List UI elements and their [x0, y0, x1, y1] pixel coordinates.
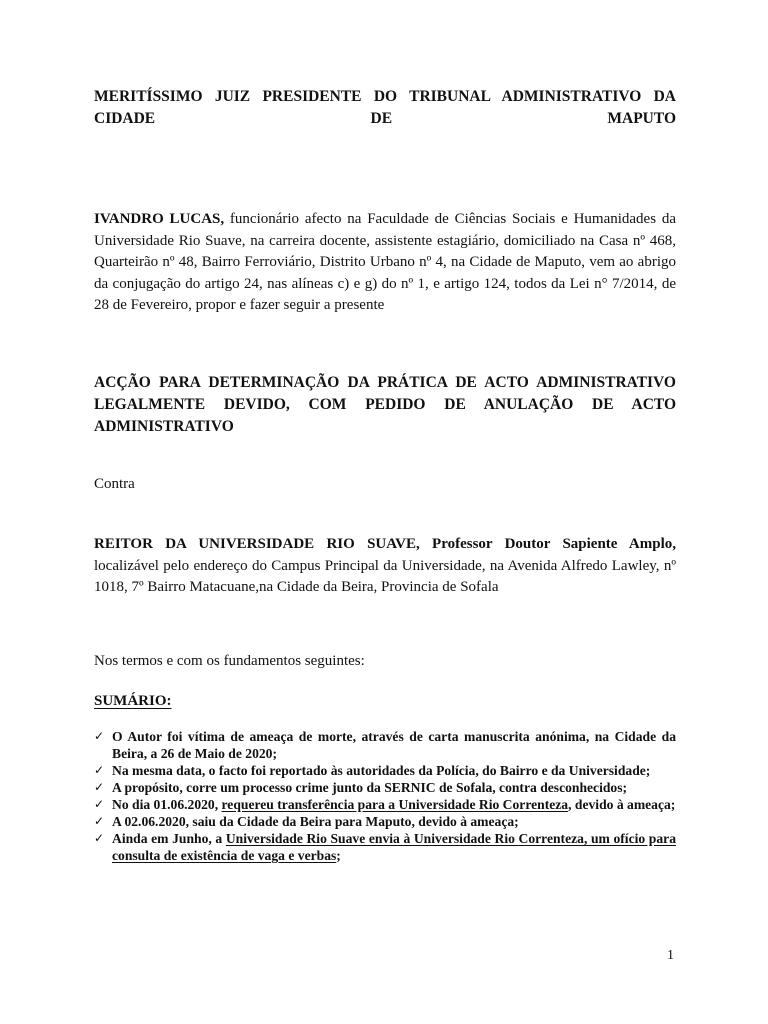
summary-item-post: ; — [336, 848, 341, 863]
plaintiff-description: funcionário afecto na Faculdade de Ciências Sociais e Humanidades da Universidade Rio Suave, na carreira docente, assistente estagiário, domiciliado na Casa nº 468, Quarteirão nº 48, Bairro Ferroviário, Distrito Urbano nº 4, na Cidade de Maputo, vem ao abrigo da conjugação do artigo 24, nas alíneas c) e g) do nº 1, e artigo 124, todos da Lei n° 7/2014, de 28 de Fevereiro, propor e fazer seguir a presente — [94, 211, 676, 314]
action-title-text: ACÇÃO PARA DETERMINAÇÃO DA PRÁTICA DE ACTO ADMINISTRATIVO LEGALMENTE DEVIDO, COM PEDIDO DE ANULAÇÃO DE ACTO ADMINISTRATIVO — [94, 374, 676, 435]
grounds-intro-text: Nos termos e com os fundamentos seguintes: — [94, 653, 365, 669]
plaintiff-paragraph — [94, 209, 676, 317]
check-icon: ✓ — [94, 797, 105, 811]
check-icon: ✓ — [94, 729, 105, 743]
summary-list — [94, 728, 676, 864]
check-icon: ✓ — [94, 763, 105, 777]
summary-heading — [94, 692, 676, 710]
action-title — [94, 372, 676, 438]
summary-item — [94, 796, 676, 813]
summary-item-post: , devido à ameaça; — [568, 797, 676, 812]
defendant-name: REITOR DA UNIVERSIDADE RIO SUAVE, Professor Doutor Sapiente Amplo, — [94, 536, 676, 552]
summary-item-text: A 02.06.2020, saiu da Cidade da Beira para Maputo, devido à ameaça; — [112, 814, 519, 829]
summary-title: SUMÁRIO: — [94, 693, 172, 709]
check-icon: ✓ — [94, 814, 105, 828]
summary-item-text: A propósito, corre um processo crime junto da SERNIC de Sofala, contra desconhecidos; — [112, 780, 628, 795]
plaintiff-name: IVANDRO LUCAS, — [94, 211, 225, 227]
court-address-heading — [94, 86, 676, 130]
summary-item — [94, 728, 676, 762]
grounds-intro — [94, 651, 676, 673]
contra-label — [94, 474, 676, 496]
contra-text: Contra — [94, 476, 135, 492]
summary-item-pre: Ainda em Junho, a — [112, 831, 226, 846]
summary-item-underlined: requereu transferência para a Universidade Rio Correnteza — [221, 797, 569, 812]
summary-item — [94, 830, 676, 864]
check-icon: ✓ — [94, 780, 105, 794]
page-number: 1 — [667, 948, 674, 963]
defendant-paragraph — [94, 534, 676, 599]
defendant-description: localizável pelo endereço do Campus Principal da Universidade, na Avenida Alfredo Lawley, nº 1018, 7º Bairro Matacuane,na Cidade da Beira, Provincia de Sofala — [94, 557, 676, 596]
summary-item-pre: No dia 01.06.2020, — [112, 797, 222, 812]
court-address-text: MERITÍSSIMO JUIZ PRESIDENTE DO TRIBUNAL ADMINISTRATIVO DA CIDADE DE MAPUTO — [94, 88, 676, 127]
summary-item-text: Na mesma data, o facto foi reportado às autoridades da Polícia, do Bairro e da Universidade; — [112, 763, 651, 778]
summary-item-text: O Autor foi vítima de ameaça de morte, através de carta manuscrita anónima, na Cidade da Beira, a 26 de Maio de 2020; — [112, 729, 676, 761]
summary-item — [94, 779, 676, 796]
summary-item — [94, 762, 676, 779]
summary-item-underlined: Universidade Rio Suave envia à Universidade Rio Correnteza, um ofício para consulta de existência de vaga e verbas — [112, 831, 676, 863]
check-icon: ✓ — [94, 831, 105, 845]
summary-item — [94, 813, 676, 830]
